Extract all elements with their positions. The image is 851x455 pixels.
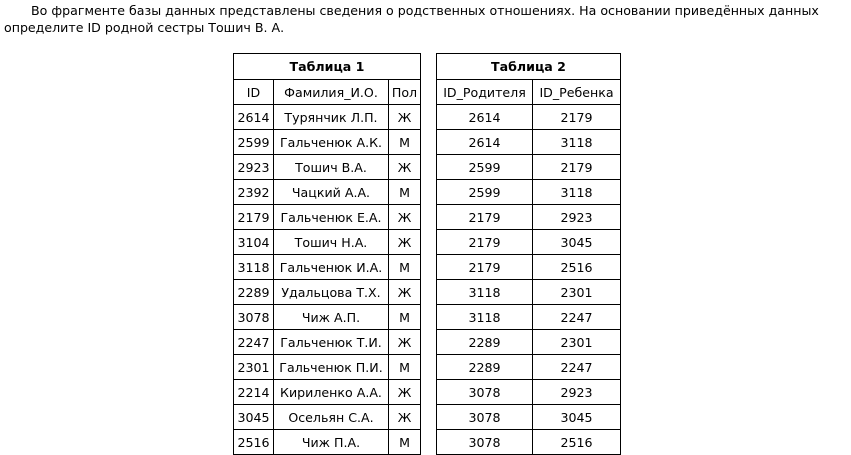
- id-cell: 2599: [234, 130, 274, 155]
- parent-id-cell: 2289: [437, 330, 533, 355]
- id-cell: 2923: [234, 155, 274, 180]
- child-id-cell: 2179: [533, 155, 621, 180]
- name-cell: Удальцова Т.Х.: [274, 280, 389, 305]
- table-row: [437, 155, 621, 180]
- table1-caption: Таблица 1: [234, 54, 421, 80]
- child-id-cell: 3118: [533, 180, 621, 205]
- parent-id-cell: 2289: [437, 355, 533, 380]
- table-row: [437, 180, 621, 205]
- child-id-cell: 2923: [533, 205, 621, 230]
- table2-header-child-id: ID_Ребенка: [533, 80, 621, 105]
- sex-cell: Ж: [389, 405, 421, 430]
- sex-cell: М: [389, 430, 421, 455]
- child-id-cell: 2179: [533, 105, 621, 130]
- parent-id-cell: 2179: [437, 205, 533, 230]
- parent-id-cell: 2599: [437, 180, 533, 205]
- parent-id-cell: 2614: [437, 105, 533, 130]
- child-id-cell: 2923: [533, 380, 621, 405]
- id-cell: 2247: [234, 330, 274, 355]
- table-row: [437, 105, 621, 130]
- id-cell: 3118: [234, 255, 274, 280]
- table1-header-sex: Пол: [389, 80, 421, 105]
- sex-cell: Ж: [389, 205, 421, 230]
- child-id-cell: 2516: [533, 255, 621, 280]
- sex-cell: Ж: [389, 280, 421, 305]
- table1-header-name: Фамилия_И.О.: [274, 80, 389, 105]
- name-cell: Гальченюк Т.И.: [274, 330, 389, 355]
- id-cell: 2289: [234, 280, 274, 305]
- name-cell: Гальченюк А.К.: [274, 130, 389, 155]
- name-cell: Осельян С.А.: [274, 405, 389, 430]
- table-row: [437, 255, 621, 280]
- table-row: [234, 155, 421, 180]
- table-row: [234, 105, 421, 130]
- name-cell: Чиж П.А.: [274, 430, 389, 455]
- table-row: [437, 430, 621, 455]
- parent-id-cell: 3078: [437, 405, 533, 430]
- child-id-cell: 2247: [533, 355, 621, 380]
- parent-id-cell: 3078: [437, 430, 533, 455]
- table-row: [437, 205, 621, 230]
- table2-header-parent-id: ID_Родителя: [437, 80, 533, 105]
- table-row: [234, 255, 421, 280]
- child-id-cell: 2516: [533, 430, 621, 455]
- name-cell: Гальченюк И.А.: [274, 255, 389, 280]
- id-cell: 3078: [234, 305, 274, 330]
- child-id-cell: 3045: [533, 405, 621, 430]
- table-row: [437, 405, 621, 430]
- table-row: [234, 280, 421, 305]
- people-table: [233, 53, 421, 455]
- table1-header-id: ID: [234, 80, 274, 105]
- table-row: [437, 130, 621, 155]
- sex-cell: Ж: [389, 230, 421, 255]
- table-row: [234, 330, 421, 355]
- name-cell: Турянчик Л.П.: [274, 105, 389, 130]
- id-cell: 2614: [234, 105, 274, 130]
- id-cell: 3045: [234, 405, 274, 430]
- table-row: [234, 405, 421, 430]
- name-cell: Тошич В.А.: [274, 155, 389, 180]
- id-cell: 3104: [234, 230, 274, 255]
- child-id-cell: 3045: [533, 230, 621, 255]
- child-id-cell: 2247: [533, 305, 621, 330]
- name-cell: Гальченюк Е.А.: [274, 205, 389, 230]
- parent-id-cell: 3118: [437, 305, 533, 330]
- child-id-cell: 2301: [533, 280, 621, 305]
- sex-cell: Ж: [389, 155, 421, 180]
- table-row: [234, 355, 421, 380]
- table-row: [437, 280, 621, 305]
- name-cell: Кириленко А.А.: [274, 380, 389, 405]
- parent-id-cell: 3078: [437, 380, 533, 405]
- sex-cell: Ж: [389, 330, 421, 355]
- id-cell: 2516: [234, 430, 274, 455]
- table-row: [234, 130, 421, 155]
- table-row: [234, 180, 421, 205]
- name-cell: Тошич Н.А.: [274, 230, 389, 255]
- parent-id-cell: 2614: [437, 130, 533, 155]
- table-row: [234, 205, 421, 230]
- id-cell: 2179: [234, 205, 274, 230]
- table-row: [437, 305, 621, 330]
- sex-cell: М: [389, 130, 421, 155]
- table-row: [437, 380, 621, 405]
- name-cell: Чацкий А.А.: [274, 180, 389, 205]
- table2-caption: Таблица 2: [437, 54, 621, 80]
- id-cell: 2301: [234, 355, 274, 380]
- parent-id-cell: 2179: [437, 230, 533, 255]
- sex-cell: Ж: [389, 105, 421, 130]
- table1-body: [234, 105, 421, 455]
- table-row: [234, 305, 421, 330]
- child-id-cell: 2301: [533, 330, 621, 355]
- relations-table: [436, 53, 621, 455]
- table-row: [234, 380, 421, 405]
- sex-cell: Ж: [389, 380, 421, 405]
- sex-cell: М: [389, 255, 421, 280]
- child-id-cell: 3118: [533, 130, 621, 155]
- table-row: [234, 230, 421, 255]
- question-text: Во фрагменте базы данных представлены сведения о родственных отношениях. На основании приведённых данных определите ID родной сестры Тошич В. А.: [4, 3, 819, 35]
- parent-id-cell: 2179: [437, 255, 533, 280]
- table2-body: [437, 105, 621, 455]
- name-cell: Чиж А.П.: [274, 305, 389, 330]
- sex-cell: М: [389, 180, 421, 205]
- parent-id-cell: 3118: [437, 280, 533, 305]
- table-row: [437, 230, 621, 255]
- parent-id-cell: 2599: [437, 155, 533, 180]
- id-cell: 2392: [234, 180, 274, 205]
- table-row: [234, 430, 421, 455]
- table-row: [437, 355, 621, 380]
- name-cell: Гальченюк П.И.: [274, 355, 389, 380]
- sex-cell: М: [389, 355, 421, 380]
- id-cell: 2214: [234, 380, 274, 405]
- table-row: [437, 330, 621, 355]
- sex-cell: М: [389, 305, 421, 330]
